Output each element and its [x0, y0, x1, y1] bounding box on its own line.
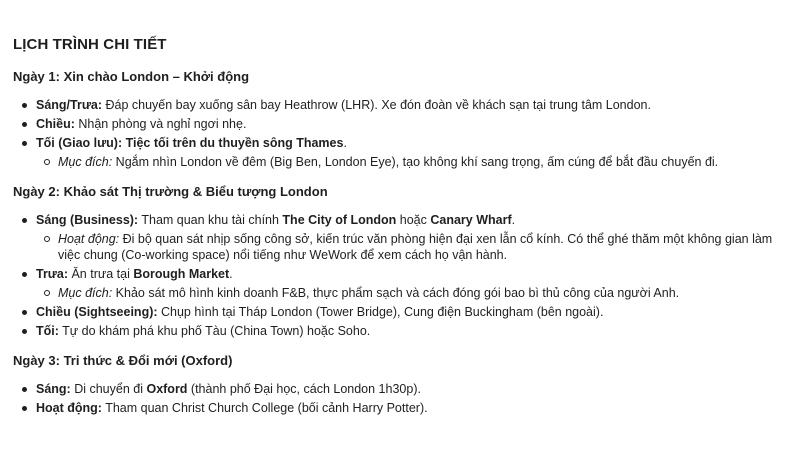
sub-items-list — [36, 231, 800, 263]
hollow-bullet-icon — [44, 290, 50, 296]
item-text-after: . — [343, 136, 347, 150]
item-strong-1: Oxford — [146, 382, 188, 396]
hollow-bullet-icon — [44, 236, 50, 242]
sub-list-item — [36, 154, 800, 170]
sub-list-item — [36, 231, 800, 263]
sub-items-list — [36, 285, 800, 301]
hollow-bullet-icon — [44, 159, 50, 165]
sub-item-text: Khảo sát mô hình kinh doanh F&B, thực phẩm sạch và cách đóng gói bao bì thủ công của người Anh. — [112, 286, 680, 300]
item-text: Tham quan Christ Church College (bối cảnh Harry Potter). — [101, 401, 428, 415]
sub-item-lead: Hoạt động: — [58, 232, 120, 246]
day-section-2 — [13, 184, 800, 339]
bullet-icon — [22, 310, 27, 315]
item-lead: Tối: — [36, 324, 59, 338]
bullet-icon — [22, 218, 27, 223]
day-section-1 — [13, 69, 800, 170]
item-text-before: Tham quan khu tài chính — [138, 213, 283, 227]
sub-item-lead: Mục đích: — [58, 286, 113, 300]
document-title: LỊCH TRÌNH CHI TIẾT — [13, 36, 167, 53]
list-item — [13, 212, 800, 263]
day-items-list — [13, 212, 800, 339]
sub-item-text: Đi bộ quan sát nhịp sống công sở, kiến trúc văn phòng hiện đại xen lẫn cổ kính. Có thể ghé thăm một không gian làm việc chung (Co-working space) nổi tiếng như WeWork để xem cách họ vận hành. — [58, 232, 773, 262]
day-heading: Ngày 1: Xin chào London – Khởi động — [13, 69, 250, 84]
bullet-icon — [22, 406, 27, 411]
item-text-middle: hoặc — [396, 213, 431, 227]
list-item — [13, 97, 800, 113]
item-text-after: . — [511, 213, 516, 227]
item-text-after: . — [229, 267, 233, 281]
bullet-icon — [22, 272, 27, 277]
list-item — [13, 400, 800, 416]
item-lead: Sáng/Trưa: — [36, 98, 103, 112]
day-heading: Ngày 3: Tri thức & Đổi mới (Oxford) — [13, 353, 233, 368]
item-lead: Chiều: — [36, 117, 75, 131]
bullet-icon — [22, 141, 27, 146]
item-strong-2: Canary Wharf — [430, 213, 512, 227]
day-items-list — [13, 97, 800, 170]
item-text: Tự do khám phá khu phố Tàu (China Town) hoặc Soho. — [58, 324, 371, 338]
item-lead: Sáng: — [36, 382, 71, 396]
sub-item-text: Ngắm nhìn London về đêm (Big Ben, London Eye), tạo không khí sang trọng, ấm cúng để bắt đầu chuyến đi. — [112, 155, 719, 169]
list-item — [13, 381, 800, 397]
item-lead: Hoạt động: — [36, 401, 102, 415]
list-item — [13, 304, 800, 320]
item-lead: Chiều (Sightseeing): — [36, 305, 158, 319]
bullet-icon — [22, 387, 27, 392]
bullet-icon — [22, 103, 27, 108]
item-text: Nhận phòng và nghỉ ngơi nhẹ. — [74, 117, 247, 131]
day-items-list — [13, 381, 800, 416]
sub-item-lead: Mục đích: — [58, 155, 113, 169]
item-strong-1: The City of London — [282, 213, 397, 227]
list-item — [13, 135, 800, 170]
bullet-icon — [22, 122, 27, 127]
item-strong-text: Tiệc tối trên du thuyền sông Thames — [122, 136, 344, 150]
item-strong-1: Borough Market — [133, 267, 230, 281]
item-lead: Sáng (Business): — [36, 213, 139, 227]
item-text: Đáp chuyến bay xuống sân bay Heathrow (LHR). Xe đón đoàn về khách sạn tại trung tâm London. — [102, 98, 651, 112]
item-lead: Trưa: — [36, 267, 68, 281]
item-text-before: Di chuyển đi — [70, 382, 147, 396]
bullet-icon — [22, 329, 27, 334]
list-item — [13, 266, 800, 301]
sub-items-list — [36, 154, 800, 170]
item-text: Chụp hình tại Tháp London (Tower Bridge), Cung điện Buckingham (bên ngoài). — [157, 305, 604, 319]
item-lead: Tối (Giao lưu): — [36, 136, 123, 150]
item-text-before: Ăn trưa tại — [67, 267, 134, 281]
day-section-3 — [13, 353, 800, 416]
list-item — [13, 116, 800, 132]
item-text-after: (thành phố Đại học, cách London 1h30p). — [187, 382, 421, 396]
day-heading: Ngày 2: Khảo sát Thị trường & Biểu tượng London — [13, 184, 328, 199]
list-item — [13, 323, 800, 339]
sub-list-item — [36, 285, 800, 301]
